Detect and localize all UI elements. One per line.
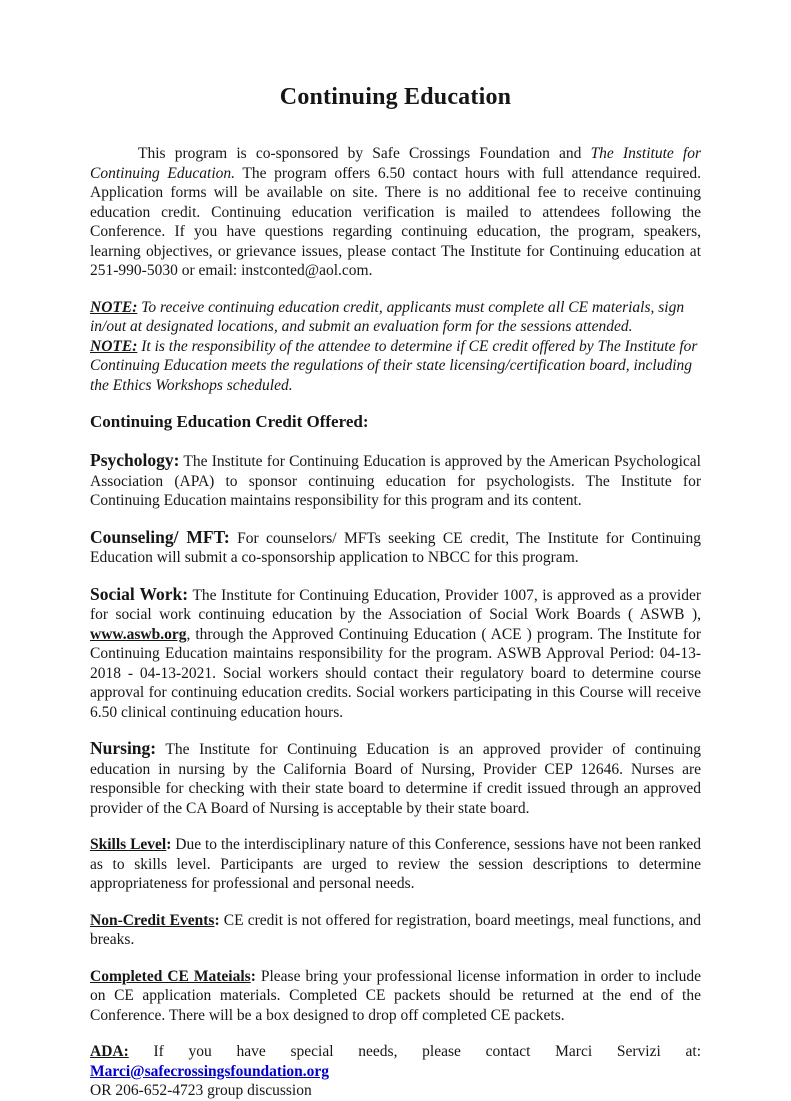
non-credit-events-text: CE credit is not offered for registration, board meetings, meal functions, and breaks. (90, 911, 701, 948)
nursing-text: The Institute for Continuing Education is an approved provider of continuing education in nursing by the California Board of Nursing, Provider CEP 12646. Nurses are responsible for checking with their state board to determine if credit issued through an approved provider of the CA Board of Nursing is acceptable by their state board. (90, 741, 701, 817)
skills-level-colon: : (166, 836, 172, 853)
intro-paragraph (90, 144, 701, 281)
ada-phone-line: OR 206-652-4723 group discussion (90, 1082, 312, 1099)
completed-ce-label: Completed CE Mateials (90, 967, 251, 985)
social-work-text-before-link: The Institute for Continuing Education, Provider 1007, is approved as a provider for social work continuing education by the Association of Social Work Boards ( ASWB ), (90, 586, 701, 623)
note-paragraph-1 (90, 298, 701, 337)
note-2-text: It is the responsibility of the attendee to determine if CE credit offered by The Institute for Continuing Education meets the regulations of their state licensing/certification board, including the Ethics Workshops scheduled. (90, 337, 698, 394)
intro-lead: This program is co-sponsored by Safe Crossings Foundation and (138, 145, 591, 162)
skills-level-label: Skills Level (90, 836, 167, 853)
psychology-text: The Institute for Continuing Education is approved by the American Psychological Association (APA) to sponsor continuing education for psychologists. The Institute for Continuing Education maintains responsibility for this program and its content. (90, 453, 701, 509)
page-title: Continuing Education (279, 84, 512, 110)
completed-ce-text: Please bring your professional license information in order to include on CE application materials. Completed CE packets should be returned at the end of the Conference. There will be a box designed to drop off completed CE packets. (90, 967, 702, 1024)
non-credit-events-colon: : (214, 911, 220, 929)
psychology-paragraph (90, 451, 701, 511)
counseling-text: For counselors/ MFTs seeking CE credit, The Institute for Continuing Education will submit a co-sponsorship application to NBCC for this program. (90, 529, 701, 566)
skills-level-paragraph (90, 835, 701, 894)
completed-ce-paragraph (90, 967, 701, 1026)
psychology-label: Psychology: (90, 450, 180, 470)
ada-label: ADA: (90, 1043, 129, 1060)
ada-text: If you have special needs, please contact Marci Servizi at: (128, 1043, 701, 1060)
intro-org-name: The Institute for Continuing Education. (90, 145, 701, 182)
nursing-paragraph (90, 739, 701, 818)
ada-email-link[interactable]: Marci@safecrossingsfoundation.org (90, 1062, 330, 1080)
nursing-label: Nursing: (90, 738, 157, 758)
non-credit-events-paragraph (90, 911, 701, 950)
note-2-label: NOTE: (90, 337, 138, 355)
completed-ce-colon: : (250, 967, 256, 985)
note-paragraph-2 (90, 337, 701, 396)
note-1-text: To receive continuing education credit, applicants must complete all CE materials, sign in/out at designated locations, and submit an evaluation form for the sessions attended. (90, 298, 685, 335)
notes-block (90, 298, 701, 396)
social-work-paragraph (90, 585, 701, 723)
credit-offered-heading: Continuing Education Credit Offered: (90, 412, 369, 431)
social-work-text-after-link: , through the Approved Continuing Education ( ACE ) program. The Institute for Continuing Education maintains responsibility for the program. ASWB Approval Period: 04-13-2018 - 04-13-2021. Social workers should contact their regulatory board to determine course approval for continuing education credits. Social workers participating in this Course will receive 6.50 clinical continuing education hours. (90, 625, 701, 721)
aswb-link[interactable]: www.aswb.org (90, 625, 187, 643)
social-work-label: Social Work: (90, 583, 189, 604)
skills-level-text: Due to the interdisciplinary nature of this Conference, sessions have not been ranked as to skills level. Participants are urged to review the session descriptions to determine appropriateness for professional and personal needs. (90, 836, 701, 892)
non-credit-events-label: Non-Credit Events (90, 911, 215, 929)
counseling-label: Counseling/ MFT: (90, 526, 230, 547)
note-1-label: NOTE: (90, 298, 138, 316)
ada-paragraph (90, 1042, 701, 1101)
intro-rest: The program offers 6.50 contact hours with full attendance required. Application forms will be available on site. There is no additional fee to receive continuing education credit. Continuing education verification is mailed to attendees following the Conference. If you have questions regarding continuing education, the program, speakers, learning objectives, or grievance issues, please contact The Institute for Continuing education at 251-990-5030 or email: instconted@aol.com. (90, 164, 702, 279)
counseling-paragraph (90, 528, 701, 568)
